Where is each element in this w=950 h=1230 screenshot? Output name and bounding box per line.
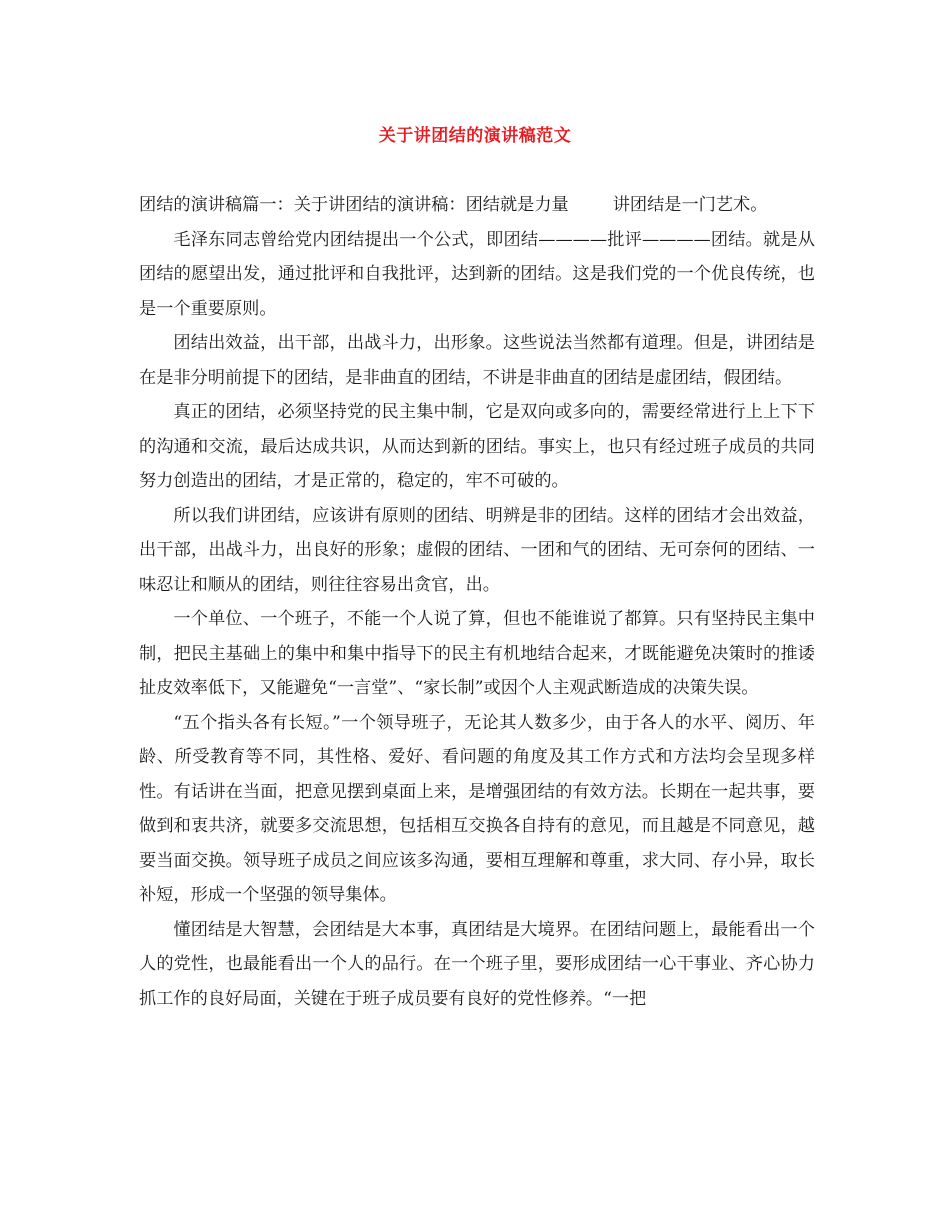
paragraph-1: 毛泽东同志曾给党内团结提出一个公式，即团结————批评————团结。就是从团结的愿望出发，通过批评和自我批评，达到新的团结。这是我们党的一个优良传统，也是一个重要原则。 xyxy=(139,229,815,319)
first-line xyxy=(139,188,815,223)
paragraph-6: “五个指头各有长短。”一个领导班子，无论其人数多少，由于各人的水平、阅历、年龄、所受教育等不同，其性格、爱好、看问题的角度及其工作方式和方法均会呈现多样性。有话讲在当面，把意见摆到桌面上来，是增强团结的有效方法。长期在一起共事，要做到和衷共济，就要多交流思想，包括相互交换各自持有的意见，而且越是不同意见，越要当面交换。领导班子成员之间应该多沟通，要相互理解和尊重，求大同、存小异，取长补短，形成一个坚强的领导集体。 xyxy=(139,712,815,905)
paragraph-5: 一个单位、一个班子，不能一个人说了算，但也不能谁说了都算。只有坚持民主集中制，把民主基础上的集中和集中指导下的民主有机地结合起来，才既能避免决策时的推诿扯皮效率低下，又能避免“一言堂”、“家长制”或因个人主观武断造成的决策失误。 xyxy=(139,609,815,698)
paragraph-3: 真正的团结，必须坚持党的民主集中制，它是双向或多向的，需要经常进行上上下下的沟通和交流，最后达成共识，从而达到新的团结。事实上，也只有经过班子成员的共同努力创造出的团结，才是正常的，稳定的，牢不可破的。 xyxy=(139,402,815,491)
document-body xyxy=(139,188,815,1016)
paragraph-2: 团结出效益，出干部，出战斗力，出形象。这些说法当然都有道理。但是，讲团结是在是非分明前提下的团结，是非曲直的团结，不讲是非曲直的团结是虚团结，假团结。 xyxy=(139,333,815,388)
paragraph-4: 所以我们讲团结，应该讲有原则的团结、明辨是非的团结。这样的团结才会出效益，出干部，出战斗力，出良好的形象；虚假的团结、一团和气的团结、无可奈何的团结、一味忍让和顺从的团结，则往往容易出贪官，出。 xyxy=(139,505,815,595)
first-line-lead: 团结的演讲稿篇一：关于讲团结的演讲稿：团结就是力量 xyxy=(139,195,569,215)
paragraph-7: 懂团结是大智慧，会团结是大本事，真团结是大境界。在团结问题上，最能看出一个人的党性，也最能看出一个人的品行。在一个班子里，要形成团结一心干事业、齐心协力抓工作的良好局面，关键在于班子成员要有良好的党性修养。“一把 xyxy=(139,919,815,1009)
document-title: 关于讲团结的演讲稿范文 xyxy=(378,126,572,146)
first-line-tail: 讲团结是一门艺术。 xyxy=(612,195,768,215)
